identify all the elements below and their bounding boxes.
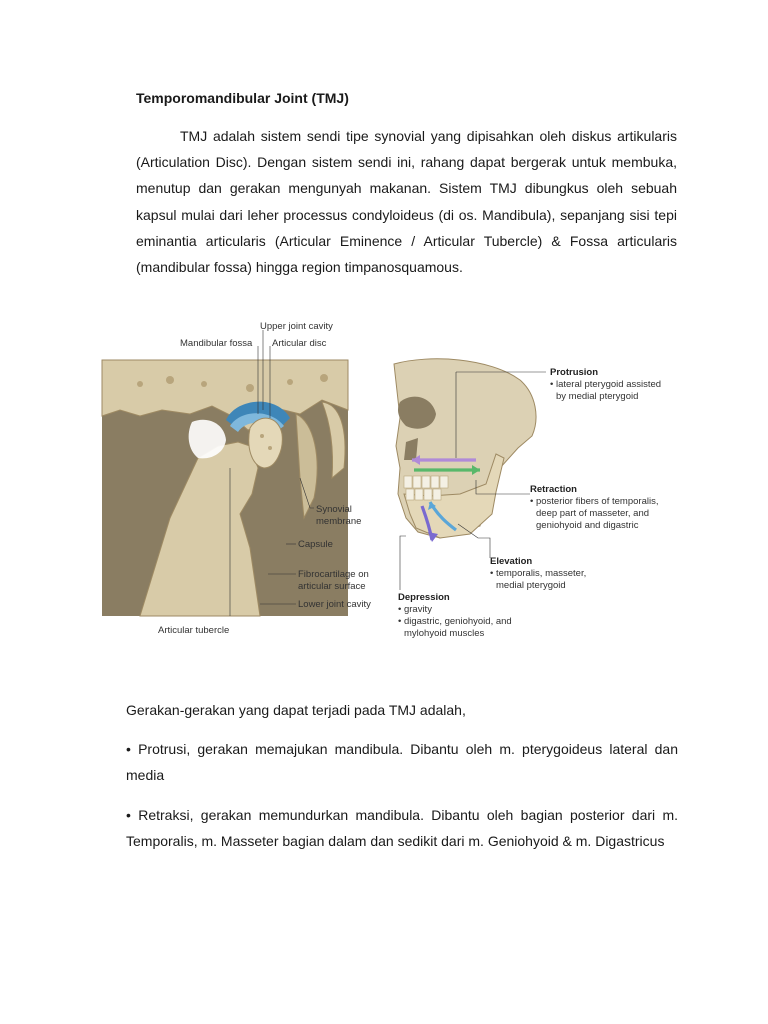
label-depression-line2: • digastric, geniohyoid, and	[398, 616, 512, 627]
label-retraction-line1: • posterior fibers of temporalis,	[530, 496, 659, 507]
label-protrusion-line2: by medial pterygoid	[556, 391, 639, 402]
bullet-marker: •	[126, 741, 131, 757]
label-synovial-membrane-1: Synovial	[316, 504, 352, 515]
label-elevation: Elevation	[490, 556, 533, 567]
label-depression-line3: mylohyoid muscles	[404, 628, 485, 639]
intro-paragraph	[136, 123, 677, 280]
label-fibrocartilage-2: articular surface	[298, 581, 366, 592]
bullet-protrusi-text: Protrusi, gerakan memajukan mandibula. Dibantu oleh m. pterygoideus lateral dan media	[126, 741, 679, 783]
bullet-retraksi-text: Retraksi, gerakan memundurkan mandibula. Dibantu oleh bagian posterior dari m. Temporalis, m. Masseter bagian dalam dan sedikit dari m. Geniohyoid & m. Digastricus	[126, 807, 679, 849]
label-upper-joint-cavity: Upper joint cavity	[260, 321, 333, 332]
label-protrusion-line1: • lateral pterygoid assisted	[550, 379, 662, 390]
label-mandibular-fossa: Mandibular fossa	[180, 338, 253, 349]
label-articular-tubercle: Articular tubercle	[158, 625, 230, 636]
bullet-marker: •	[126, 807, 131, 823]
label-articular-disc: Articular disc	[272, 338, 327, 349]
label-retraction: Retraction	[530, 484, 577, 495]
label-elevation-line1: • temporalis, masseter,	[490, 568, 587, 579]
movements-intro: Gerakan-gerakan yang dapat terjadi pada TMJ adalah,	[126, 702, 466, 718]
label-elevation-line2: medial pterygoid	[496, 580, 566, 591]
bullet-protrusi	[126, 736, 678, 788]
tmj-figure-svg	[100, 318, 680, 648]
label-lower-joint-cavity: Lower joint cavity	[298, 599, 371, 610]
page-title: Temporomandibular Joint (TMJ)	[136, 90, 349, 106]
label-fibrocartilage-1: Fibrocartilage on	[298, 569, 369, 580]
label-retraction-line2: deep part of masseter, and	[536, 508, 650, 519]
label-retraction-line3: geniohyoid and digastric	[536, 520, 639, 531]
label-depression: Depression	[398, 592, 450, 603]
label-capsule: Capsule	[298, 539, 333, 550]
intro-paragraph-text: TMJ adalah sistem sendi tipe synovial yang dipisahkan oleh diskus artikularis (Articulation Disc). Dengan sistem sendi ini, rahang dapat bergerak untuk membuka, menutup dan gerakan mengunyah makanan. Sistem TMJ dibungkus oleh sebuah kapsul mulai dari leher processus condyloideus (di os. Mandibula), sepanjang sisi tepi eminantia articularis (Articular Eminence / Articular Tubercle) & Fossa articularis (mandibular fossa) hingga region timpanosquamous.	[136, 128, 677, 276]
label-depression-line1: • gravity	[398, 604, 432, 615]
label-synovial-membrane-2: membrane	[316, 516, 362, 527]
bullet-retraksi	[126, 802, 678, 854]
tmj-figure	[100, 318, 680, 648]
label-protrusion: Protrusion	[550, 367, 599, 378]
